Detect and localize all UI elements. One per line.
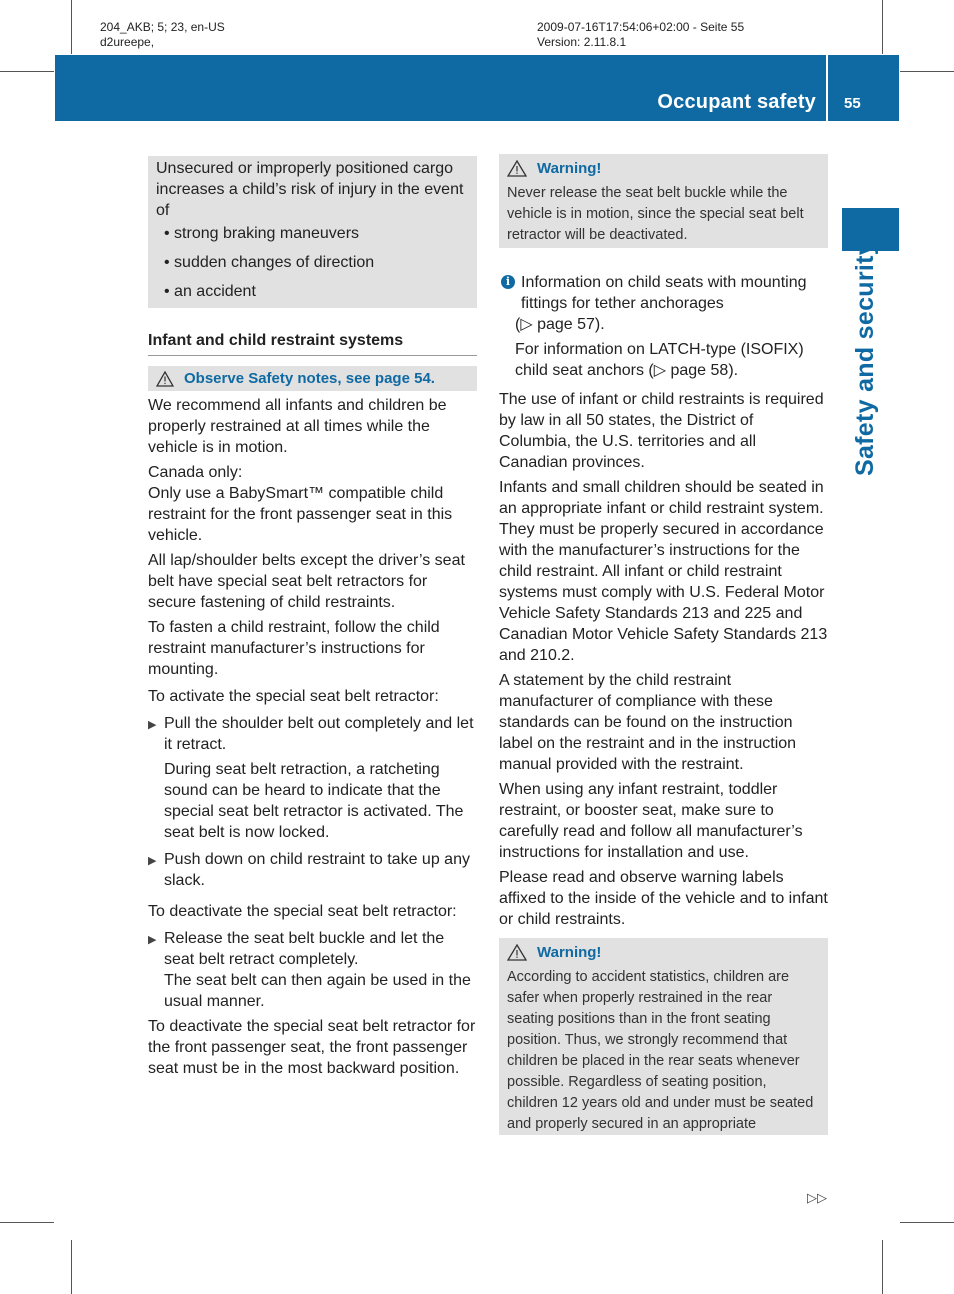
warning-heading xyxy=(507,942,820,963)
list-item: • an accident xyxy=(164,283,256,300)
print-meta-left xyxy=(100,20,225,50)
warning-triangle-icon xyxy=(507,160,527,177)
list-item: • sudden changes of direction xyxy=(164,254,375,271)
warning-box xyxy=(499,154,828,248)
chapter-title: Safety and security xyxy=(851,241,879,476)
warning-title: Warning! xyxy=(537,944,602,961)
crop-mark xyxy=(71,0,72,54)
info-ref: (▷ page 57). xyxy=(515,316,605,333)
instruction-step xyxy=(148,928,477,1012)
crop-mark xyxy=(882,0,883,54)
step-text: Push down on child restraint to take up any slack. xyxy=(164,851,470,889)
crop-mark xyxy=(900,71,954,72)
step-body xyxy=(164,928,477,1012)
warning-heading xyxy=(507,158,820,179)
print-meta-right-line1: 2009-07-16T17:54:06+02:00 - Seite 55 xyxy=(537,20,745,34)
paragraph: To deactivate the special seat belt retractor for the front passenger seat, the front passenger seat must be in the most backward position. xyxy=(148,1018,476,1077)
paragraph: A statement by the child restraint manufacturer of compliance with these standards can be found on the instruction label on the restraint and in the instruction manual provided with the restraint. xyxy=(499,672,797,773)
paragraph: Infants and small children should be seated in an appropriate infant or child restraint system. They must be properly secured in accordance with the manufacturer’s instructions for the child restraint. All infant or child restraint systems must comply with U.S. Federal Motor Vehicle Safety Standards 213 and 225 and Canadian Motor Vehicle Safety Standards 213 and 210.2. xyxy=(499,479,828,664)
section-title: Occupant safety xyxy=(657,91,816,113)
print-meta-left-line2: d2ureepe, xyxy=(100,35,155,49)
paragraph: Only use a BabySmart™ compatible child restraint for the front passenger seat in this vehicle. xyxy=(148,485,453,544)
print-meta-right-line2: Version: 2.11.8.1 xyxy=(537,35,627,49)
right-column xyxy=(499,154,828,1135)
step-arrow-icon: ▶ xyxy=(148,719,157,731)
crop-mark xyxy=(0,1222,54,1223)
paragraph: Canada only: xyxy=(148,464,243,481)
cargo-note-intro: Unsecured or improperly positioned cargo increases a child’s risk of injury in the event of xyxy=(156,160,464,219)
crop-mark xyxy=(882,1240,883,1294)
crop-mark xyxy=(0,71,54,72)
paragraph: We recommend all infants and children be properly restrained at all times while the vehicle is in motion. xyxy=(148,397,447,456)
paragraph: When using any infant restraint, toddler restraint, or booster seat, make sure to carefully read and follow all manufacturer’s instructions for installation and use. xyxy=(499,781,803,861)
info-line xyxy=(499,272,828,314)
header-divider xyxy=(826,55,828,121)
info-text: Information on child seats with mounting fittings for tether anchorages xyxy=(521,274,807,312)
warning-title: Warning! xyxy=(537,160,602,177)
step-arrow-icon: ▶ xyxy=(148,855,157,867)
cargo-note-box xyxy=(148,156,477,308)
crop-mark xyxy=(900,1222,954,1223)
step-text: Release the seat belt buckle and let the seat belt retract completely. xyxy=(164,930,445,968)
paragraph: To activate the special seat belt retractor: xyxy=(148,688,439,705)
instruction-step xyxy=(148,849,477,891)
info-note xyxy=(499,272,828,381)
step-arrow-icon: ▶ xyxy=(148,934,157,946)
paragraph: Please read and observe warning labels affixed to the inside of the vehicle and to infant or child restraints. xyxy=(499,869,828,928)
step-text: Pull the shoulder belt out completely and let it retract. xyxy=(164,715,474,753)
print-meta-right xyxy=(537,20,744,50)
step-result: During seat belt retraction, a ratcheting sound can be heard to indicate that the special seat belt retractor is activated. The seat belt is now locked. xyxy=(164,761,464,841)
continue-marker: ▷▷ xyxy=(807,1190,827,1205)
print-meta-left-line1: 204_AKB; 5; 23, en-US xyxy=(100,20,225,34)
list-item: • strong braking maneuvers xyxy=(164,225,360,242)
paragraph: To deactivate the special seat belt retractor: xyxy=(148,903,457,920)
safety-note xyxy=(156,368,469,389)
subheading: Infant and child restraint systems xyxy=(148,330,477,356)
crop-mark xyxy=(71,1240,72,1294)
safety-note-text: Observe Safety notes, see page 54. xyxy=(184,370,435,387)
info-text: For information on LATCH-type (ISOFIX) child seat anchors (▷ page 58). xyxy=(515,341,804,379)
paragraph: To fasten a child restraint, follow the child restraint manufacturer’s instructions for mounting. xyxy=(148,619,440,678)
warning-text: According to accident statistics, children are safer when properly restrained in the rear seating positions than in the front seating position. Thus, we strongly recommend that children be placed in the rear seats whenever possible. Regardless of seating position, children 12 years old and under must be seated and properly secured in an appropriate xyxy=(507,969,814,1132)
warning-triangle-icon xyxy=(507,944,527,961)
safety-note-box xyxy=(148,366,477,391)
paragraph: The use of infant or child restraints is required by law in all 50 states, the District of Columbia, the U.S. territories and all Canadian provinces. xyxy=(499,391,824,471)
info-icon: i xyxy=(501,275,515,289)
left-column xyxy=(148,156,477,1083)
warning-triangle-icon xyxy=(156,371,174,387)
warning-text: Never release the seat belt buckle while the vehicle is in motion, since the special seat belt retractor will be deactivated. xyxy=(507,185,804,243)
instruction-step xyxy=(148,713,477,755)
warning-box xyxy=(499,938,828,1135)
page-number: 55 xyxy=(844,95,861,112)
step-result: The seat belt can then again be used in the usual manner. xyxy=(164,972,471,1010)
paragraph: All lap/shoulder belts except the driver’s seat belt have special seat belt retractors for secure fastening of child restraints. xyxy=(148,552,465,611)
